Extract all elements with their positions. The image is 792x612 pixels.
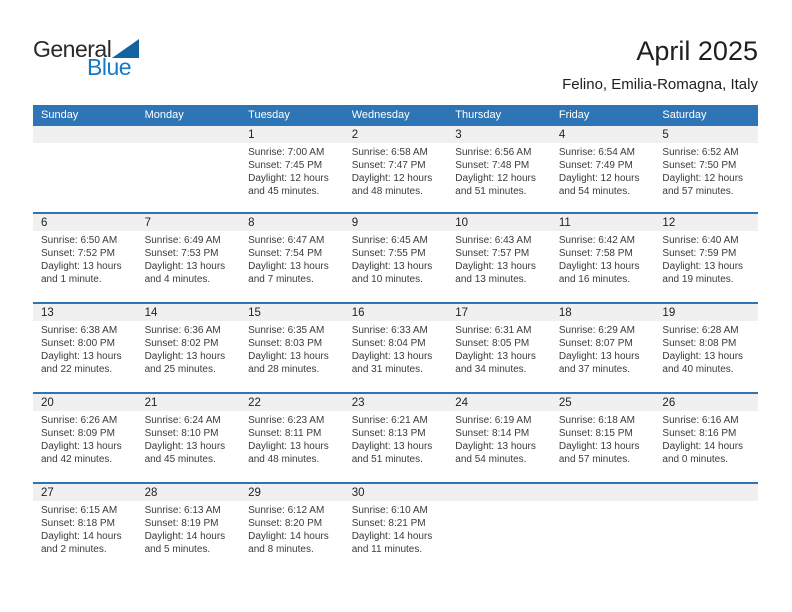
day-details [344, 411, 448, 466]
sunset-text: Sunset: 7:48 PM [455, 160, 530, 171]
weekday-header-wednesday: Wednesday [351, 109, 410, 121]
day-details [551, 411, 655, 466]
day-cell [551, 394, 655, 482]
sunrise-text: Sunrise: 6:45 AM [351, 235, 428, 246]
sunrise-text: Sunrise: 6:24 AM [144, 415, 221, 426]
day-number: 9 [344, 214, 448, 231]
day-details [240, 321, 344, 376]
day-details [447, 231, 551, 286]
day-number: 12 [654, 214, 758, 231]
sunrise-text: Sunrise: 6:54 AM [558, 147, 635, 158]
sunrise-text: Sunrise: 6:13 AM [144, 505, 221, 516]
daylight-text: Daylight: 12 hours and 51 minutes. [455, 173, 536, 197]
daylight-text: Daylight: 13 hours and 4 minutes. [144, 261, 226, 285]
daylight-text: Daylight: 13 hours and 45 minutes. [144, 441, 226, 465]
sunset-text: Sunset: 8:16 PM [662, 428, 737, 439]
day-details [654, 501, 758, 504]
sunset-text: Sunset: 7:54 PM [248, 248, 323, 259]
daylight-text: Daylight: 13 hours and 16 minutes. [558, 261, 640, 285]
sunrise-text: Sunrise: 6:38 AM [41, 325, 118, 336]
sunrise-text: Sunrise: 6:26 AM [41, 415, 118, 426]
daylight-text: Daylight: 13 hours and 37 minutes. [558, 351, 640, 375]
day-cell [654, 126, 758, 212]
sunset-text: Sunset: 8:00 PM [41, 338, 115, 349]
sunset-text: Sunset: 8:08 PM [662, 338, 737, 349]
daylight-text: Daylight: 13 hours and 54 minutes. [455, 441, 536, 465]
day-details [33, 501, 137, 556]
sunrise-text: Sunrise: 6:58 AM [351, 147, 428, 158]
sunrise-text: Sunrise: 6:18 AM [558, 415, 635, 426]
day-number: 11 [551, 214, 655, 231]
day-cell [551, 126, 655, 212]
day-details [654, 231, 758, 286]
day-number: 20 [33, 394, 137, 411]
sunrise-text: Sunrise: 6:40 AM [662, 235, 739, 246]
day-cell [551, 484, 655, 572]
sunset-text: Sunset: 7:50 PM [662, 160, 737, 171]
day-cell [447, 126, 551, 212]
daylight-text: Daylight: 13 hours and 28 minutes. [248, 351, 329, 375]
daylight-text: Daylight: 14 hours and 8 minutes. [248, 531, 329, 555]
daylight-text: Daylight: 13 hours and 1 minute. [41, 261, 122, 285]
day-number [33, 126, 137, 143]
sunrise-text: Sunrise: 6:21 AM [351, 415, 428, 426]
day-number: 8 [240, 214, 344, 231]
location-subtitle: Felino, Emilia-Romagna, Italy [562, 76, 758, 93]
sunrise-text: Sunrise: 6:35 AM [248, 325, 325, 336]
day-number [551, 484, 655, 501]
daylight-text: Daylight: 13 hours and 7 minutes. [248, 261, 329, 285]
day-number: 6 [33, 214, 137, 231]
sunrise-text: Sunrise: 6:49 AM [144, 235, 221, 246]
daylight-text: Daylight: 13 hours and 40 minutes. [662, 351, 744, 375]
daylight-text: Daylight: 13 hours and 22 minutes. [41, 351, 122, 375]
sunset-text: Sunset: 7:45 PM [248, 160, 323, 171]
sunset-text: Sunset: 7:52 PM [41, 248, 115, 259]
day-number [654, 484, 758, 501]
day-cell [33, 484, 137, 572]
day-details [33, 231, 137, 286]
daylight-text: Daylight: 14 hours and 2 minutes. [41, 531, 122, 555]
day-cell [551, 214, 655, 302]
sunset-text: Sunset: 8:03 PM [248, 338, 323, 349]
weekday-header-tuesday: Tuesday [248, 109, 290, 121]
day-details [240, 501, 344, 556]
day-details [344, 231, 448, 286]
sunrise-text: Sunrise: 6:33 AM [351, 325, 428, 336]
day-number: 29 [240, 484, 344, 501]
day-cell [137, 484, 241, 572]
sunrise-text: Sunrise: 6:16 AM [662, 415, 739, 426]
day-details [551, 231, 655, 286]
day-details [344, 143, 448, 198]
sunset-text: Sunset: 7:55 PM [351, 248, 426, 259]
day-number: 4 [551, 126, 655, 143]
daylight-text: Daylight: 14 hours and 5 minutes. [144, 531, 226, 555]
day-cell [447, 304, 551, 392]
day-details [33, 321, 137, 376]
weekday-header-monday: Monday [144, 109, 184, 121]
day-details [551, 501, 655, 504]
sunrise-text: Sunrise: 6:47 AM [248, 235, 325, 246]
day-number: 16 [344, 304, 448, 321]
sunrise-text: Sunrise: 6:36 AM [144, 325, 221, 336]
weekday-header-sunday: Sunday [41, 109, 79, 121]
daylight-text: Daylight: 14 hours and 11 minutes. [351, 531, 433, 555]
sunrise-text: Sunrise: 6:42 AM [558, 235, 635, 246]
weekday-header-saturday: Saturday [662, 109, 707, 121]
day-number: 26 [654, 394, 758, 411]
sunset-text: Sunset: 8:05 PM [455, 338, 530, 349]
sunset-text: Sunset: 8:11 PM [248, 428, 322, 439]
day-details [344, 321, 448, 376]
day-cell [654, 304, 758, 392]
sunset-text: Sunset: 8:07 PM [558, 338, 633, 349]
sunrise-text: Sunrise: 7:00 AM [248, 147, 325, 158]
weekday-header-row [33, 105, 758, 126]
week-row-5 [33, 482, 758, 572]
day-details [447, 501, 551, 504]
daylight-text: Daylight: 13 hours and 48 minutes. [248, 441, 329, 465]
logo-text-blue: Blue [87, 54, 132, 80]
weekday-header-thursday: Thursday [455, 109, 502, 121]
day-details [447, 143, 551, 198]
day-cell [654, 214, 758, 302]
day-number [137, 126, 241, 143]
day-cell [240, 484, 344, 572]
day-number: 27 [33, 484, 137, 501]
daylight-text: Daylight: 13 hours and 34 minutes. [455, 351, 536, 375]
day-number: 23 [344, 394, 448, 411]
daylight-text: Daylight: 12 hours and 45 minutes. [248, 173, 329, 197]
day-number: 30 [344, 484, 448, 501]
day-details [654, 321, 758, 376]
day-cell [344, 214, 448, 302]
sunset-text: Sunset: 7:58 PM [558, 248, 633, 259]
sunrise-text: Sunrise: 6:50 AM [41, 235, 118, 246]
sunset-text: Sunset: 8:10 PM [144, 428, 219, 439]
calendar-table [33, 105, 758, 572]
calendar-weeks [33, 126, 758, 572]
sunset-text: Sunset: 8:15 PM [558, 428, 633, 439]
day-number: 28 [137, 484, 241, 501]
day-cell [137, 304, 241, 392]
general-blue-logo [33, 38, 139, 79]
sunset-text: Sunset: 7:59 PM [662, 248, 737, 259]
day-details [33, 143, 137, 146]
day-details [551, 321, 655, 376]
daylight-text: Daylight: 13 hours and 42 minutes. [41, 441, 122, 465]
day-number: 21 [137, 394, 241, 411]
day-cell [137, 214, 241, 302]
daylight-text: Daylight: 13 hours and 31 minutes. [351, 351, 433, 375]
day-details [137, 321, 241, 376]
day-number: 10 [447, 214, 551, 231]
day-cell [344, 126, 448, 212]
day-number: 25 [551, 394, 655, 411]
day-details [447, 321, 551, 376]
day-cell [654, 484, 758, 572]
logo-text-general: General [33, 36, 112, 62]
day-cell [447, 214, 551, 302]
sunrise-text: Sunrise: 6:52 AM [662, 147, 739, 158]
week-row-3 [33, 302, 758, 392]
day-cell [33, 214, 137, 302]
sunrise-text: Sunrise: 6:29 AM [558, 325, 635, 336]
sunrise-text: Sunrise: 6:31 AM [455, 325, 532, 336]
day-details [447, 411, 551, 466]
day-number: 13 [33, 304, 137, 321]
day-number: 5 [654, 126, 758, 143]
sunrise-text: Sunrise: 6:56 AM [455, 147, 532, 158]
day-details [137, 411, 241, 466]
sunset-text: Sunset: 8:13 PM [351, 428, 426, 439]
daylight-text: Daylight: 13 hours and 10 minutes. [351, 261, 433, 285]
day-details [137, 231, 241, 286]
sunset-text: Sunset: 8:09 PM [41, 428, 115, 439]
day-number: 22 [240, 394, 344, 411]
day-cell [447, 394, 551, 482]
day-number: 24 [447, 394, 551, 411]
sunset-text: Sunset: 8:21 PM [351, 518, 426, 529]
sunset-text: Sunset: 7:57 PM [455, 248, 530, 259]
day-cell [33, 394, 137, 482]
sunset-text: Sunset: 8:18 PM [41, 518, 115, 529]
day-details [240, 143, 344, 198]
sunrise-text: Sunrise: 6:43 AM [455, 235, 532, 246]
week-row-4 [33, 392, 758, 482]
day-details [137, 501, 241, 556]
day-number: 1 [240, 126, 344, 143]
day-cell [240, 126, 344, 212]
day-details [240, 411, 344, 466]
sunrise-text: Sunrise: 6:28 AM [662, 325, 739, 336]
month-title: April 2025 [636, 36, 758, 66]
day-cell [654, 394, 758, 482]
sunset-text: Sunset: 8:14 PM [455, 428, 530, 439]
sunrise-text: Sunrise: 6:10 AM [351, 505, 428, 516]
day-cell [344, 484, 448, 572]
day-cell [447, 484, 551, 572]
day-cell [240, 304, 344, 392]
day-cell [344, 304, 448, 392]
day-cell [137, 394, 241, 482]
day-number [447, 484, 551, 501]
daylight-text: Daylight: 13 hours and 13 minutes. [455, 261, 536, 285]
sunset-text: Sunset: 8:20 PM [248, 518, 323, 529]
day-cell [551, 304, 655, 392]
header-titles [562, 36, 758, 93]
day-cell [137, 126, 241, 212]
daylight-text: Daylight: 13 hours and 19 minutes. [662, 261, 744, 285]
day-number: 2 [344, 126, 448, 143]
day-details [344, 501, 448, 556]
day-cell [240, 394, 344, 482]
day-cell [344, 394, 448, 482]
day-cell [240, 214, 344, 302]
day-details [654, 143, 758, 198]
daylight-text: Daylight: 13 hours and 25 minutes. [144, 351, 226, 375]
day-cell [33, 304, 137, 392]
daylight-text: Daylight: 13 hours and 51 minutes. [351, 441, 433, 465]
sunset-text: Sunset: 8:04 PM [351, 338, 426, 349]
week-row-2 [33, 212, 758, 302]
day-details [654, 411, 758, 466]
daylight-text: Daylight: 13 hours and 57 minutes. [558, 441, 640, 465]
sunset-text: Sunset: 8:19 PM [144, 518, 219, 529]
day-number: 14 [137, 304, 241, 321]
day-details [137, 143, 241, 146]
day-number: 17 [447, 304, 551, 321]
sunset-text: Sunset: 7:53 PM [144, 248, 219, 259]
day-details [551, 143, 655, 198]
weekday-header-friday: Friday [558, 109, 590, 121]
week-row-1 [33, 126, 758, 212]
daylight-text: Daylight: 14 hours and 0 minutes. [662, 441, 744, 465]
day-number: 18 [551, 304, 655, 321]
daylight-text: Daylight: 12 hours and 57 minutes. [662, 173, 744, 197]
sunrise-text: Sunrise: 6:23 AM [248, 415, 325, 426]
day-details [240, 231, 344, 286]
daylight-text: Daylight: 12 hours and 54 minutes. [558, 173, 640, 197]
day-number: 19 [654, 304, 758, 321]
sunset-text: Sunset: 8:02 PM [144, 338, 219, 349]
daylight-text: Daylight: 12 hours and 48 minutes. [351, 173, 433, 197]
day-number: 15 [240, 304, 344, 321]
sunrise-text: Sunrise: 6:19 AM [455, 415, 532, 426]
sunrise-text: Sunrise: 6:15 AM [41, 505, 118, 516]
day-details [33, 411, 137, 466]
sunrise-text: Sunrise: 6:12 AM [248, 505, 325, 516]
day-number: 7 [137, 214, 241, 231]
day-number: 3 [447, 126, 551, 143]
day-cell [33, 126, 137, 212]
sunset-text: Sunset: 7:47 PM [351, 160, 426, 171]
sunset-text: Sunset: 7:49 PM [558, 160, 633, 171]
